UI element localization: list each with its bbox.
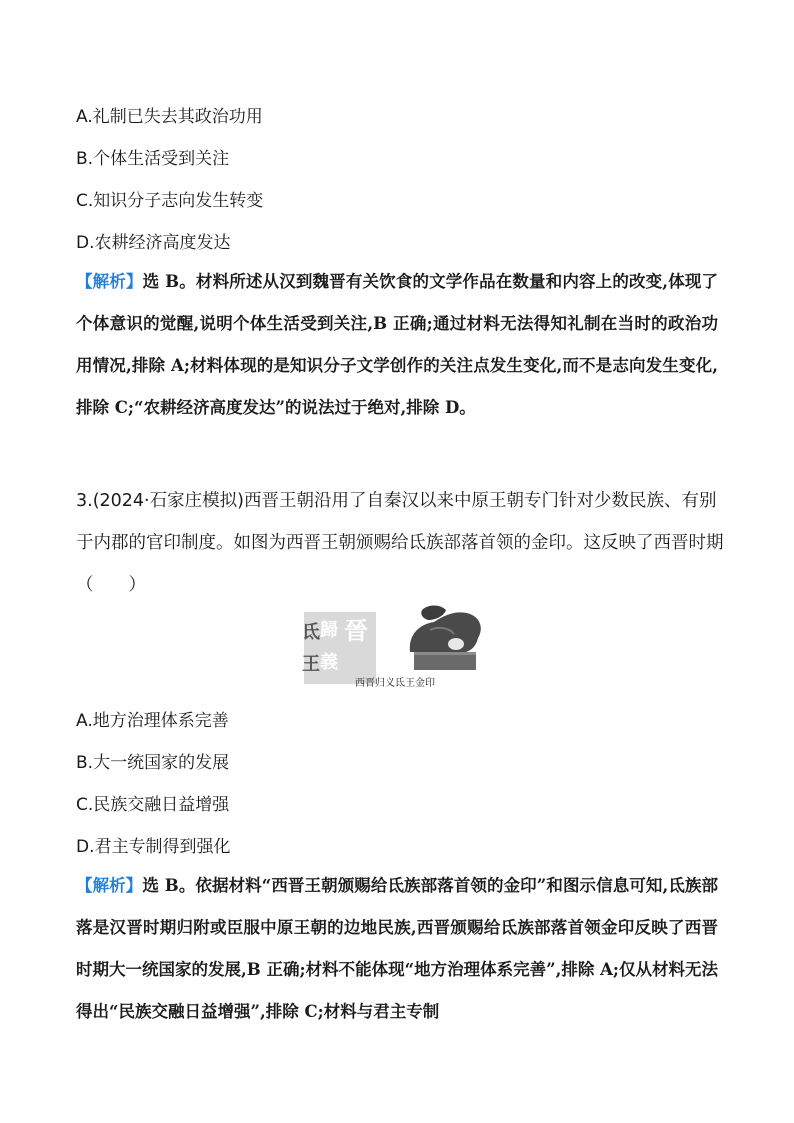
analysis-text: 选 B。依据材料“西晋王朝颁赐给氐族部落首领的金印”和图示信息可知,氐族部落是汉晋时期归附或臣服中原王朝的边地民族,西晋颁赐给氐族部落首领金印反映了西晋时期大一统国家的发展,B 正确;材料不能体现“地方治理体系完善”,排除 A;仅从材料无法得出“民族交融日益增强”,排除 C;材料与君主专制: [76, 876, 718, 1021]
seal-char: 歸: [320, 620, 338, 641]
q3-option-c: C.民族交融日益增强: [76, 795, 230, 815]
analysis-q2: [76, 261, 718, 429]
seal-char: 王: [302, 654, 320, 675]
gold-seal-figure: [300, 600, 490, 695]
seal-char: 氐: [302, 622, 320, 643]
q2-option-c: C.知识分子志向发生转变: [76, 191, 264, 211]
q2-option-a: A.礼制已失去其政治功用: [76, 107, 263, 127]
analysis-tag: 【解析】: [76, 272, 143, 291]
q3-option-a: A.地方治理体系完善: [76, 711, 229, 731]
q2-option-b: B.个体生活受到关注: [76, 149, 230, 169]
q3-option-d: D.君主专制得到强化: [76, 837, 231, 857]
q2-option-d: D.农耕经济高度发达: [76, 233, 231, 253]
question-3: 3.(2024·石家庄模拟)西晋王朝沿用了自秦汉以来中原王朝专门针对少数民族、有别于内郡的官印制度。如图为西晋王朝颁赐给氐族部落首领的金印。这反映了西晋时期（ ）: [76, 491, 724, 595]
analysis-tag: 【解析】: [76, 876, 143, 895]
analysis-q3: [76, 865, 718, 1033]
seal-char: 晉: [344, 616, 368, 645]
seal-char: 義: [320, 652, 338, 673]
analysis-text: 选 B。材料所述从汉到魏晋有关饮食的文学作品在数量和内容上的改变,体现了个体意识的觉醒,说明个体生活受到关注,B 正确;通过材料无法得知礼制在当时的政治功用情况,排除 A;材料体现的是知识分子文学创作的关注点发生变化,而不是志向发生变化,排除 C;“农耕经济高度发达”的说法过于绝对,排除 D。: [76, 272, 719, 417]
figure-caption: 西晋归义氐王金印: [355, 678, 435, 689]
q3-option-b: B.大一统国家的发展: [76, 753, 230, 773]
gold-seal-statue-image: [400, 600, 488, 672]
